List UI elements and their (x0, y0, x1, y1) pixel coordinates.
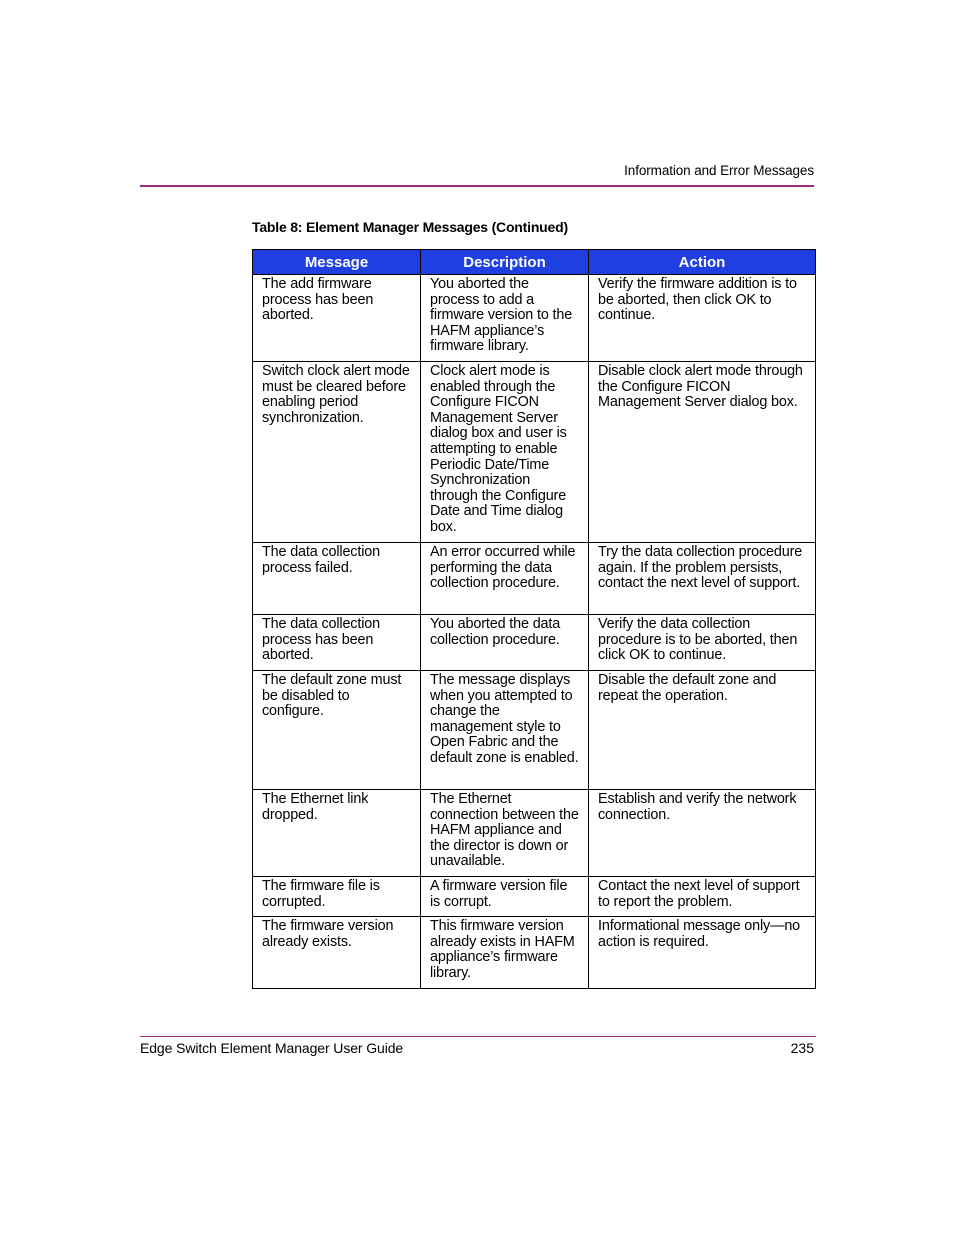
table-row (253, 917, 816, 989)
action-text: Verify the firmware addition is to be aborted, then click (598, 276, 797, 308)
footer-guide-title: Edge Switch Element Manager User Guide (140, 1040, 404, 1056)
column-header-message: Message (253, 250, 421, 275)
column-header-description: Description (421, 250, 589, 275)
description-cell: The message displays when you attempted to change the management style to Open Fabric and the default zone is enabled. (421, 671, 589, 790)
table-row (253, 671, 816, 790)
message-cell: Switch clock alert mode must be cleared before enabling period synchronization. (253, 362, 421, 543)
description-cell: This firmware version already exists in HAFM appliance’s firmware library. (421, 917, 589, 989)
running-header: Information and Error Messages (624, 163, 814, 178)
table-row (253, 877, 816, 917)
action-cell: Establish and verify the network connection. (589, 790, 816, 877)
table-caption: Table 8: Element Manager Messages (Continued) (252, 219, 568, 235)
action-text: to continue. (649, 647, 727, 664)
table-row (253, 275, 816, 362)
message-cell: The add firmware process has been aborted. (253, 275, 421, 362)
page-number: 235 (790, 1040, 814, 1056)
description-cell: An error occurred while performing the data collection procedure. (421, 543, 589, 615)
message-cell: The firmware file is corrupted. (253, 877, 421, 917)
description-cell: You aborted the data collection procedure. (421, 615, 589, 671)
footer-divider (140, 1036, 816, 1037)
action-cell: Try the data collection procedure again. If the problem persists, contact the next level of support. (589, 543, 816, 615)
table-header-row (253, 250, 816, 275)
column-header-action: Action (589, 250, 816, 275)
action-text: Verify the data collection procedure is to be aborted, then click (598, 616, 798, 664)
message-cell: The data collection process has been aborted. (253, 615, 421, 671)
message-cell: The firmware version already exists. (253, 917, 421, 989)
action-cell: Informational message only—no action is required. (589, 917, 816, 989)
table-row (253, 543, 816, 615)
table-row (253, 362, 816, 543)
action-cell (589, 275, 816, 362)
description-cell: The Ethernet connection between the HAFM appliance and the director is down or unavailable. (421, 790, 589, 877)
action-text: to continue. (598, 291, 772, 324)
ok-key-label: OK (735, 291, 756, 308)
message-cell: The data collection process failed. (253, 543, 421, 615)
messages-table (252, 249, 816, 989)
description-cell: A firmware version file is corrupt. (421, 877, 589, 917)
description-cell: You aborted the process to add a firmware version to the HAFM appliance’s firmware library. (421, 275, 589, 362)
ok-key-label: OK (629, 647, 650, 664)
message-cell: The default zone must be disabled to configure. (253, 671, 421, 790)
action-cell: Contact the next level of support to report the problem. (589, 877, 816, 917)
description-cell: Clock alert mode is enabled through the Configure FICON Management Server dialog box and user is attempting to enable Periodic Date/Time Synchronization through the Configure Date and Time dialog box. (421, 362, 589, 543)
header-divider (140, 185, 814, 187)
message-cell: The Ethernet link dropped. (253, 790, 421, 877)
action-cell: Disable clock alert mode through the Configure FICON Management Server dialog box. (589, 362, 816, 543)
action-cell (589, 615, 816, 671)
table-row (253, 790, 816, 877)
table-row (253, 615, 816, 671)
action-cell: Disable the default zone and repeat the operation. (589, 671, 816, 790)
